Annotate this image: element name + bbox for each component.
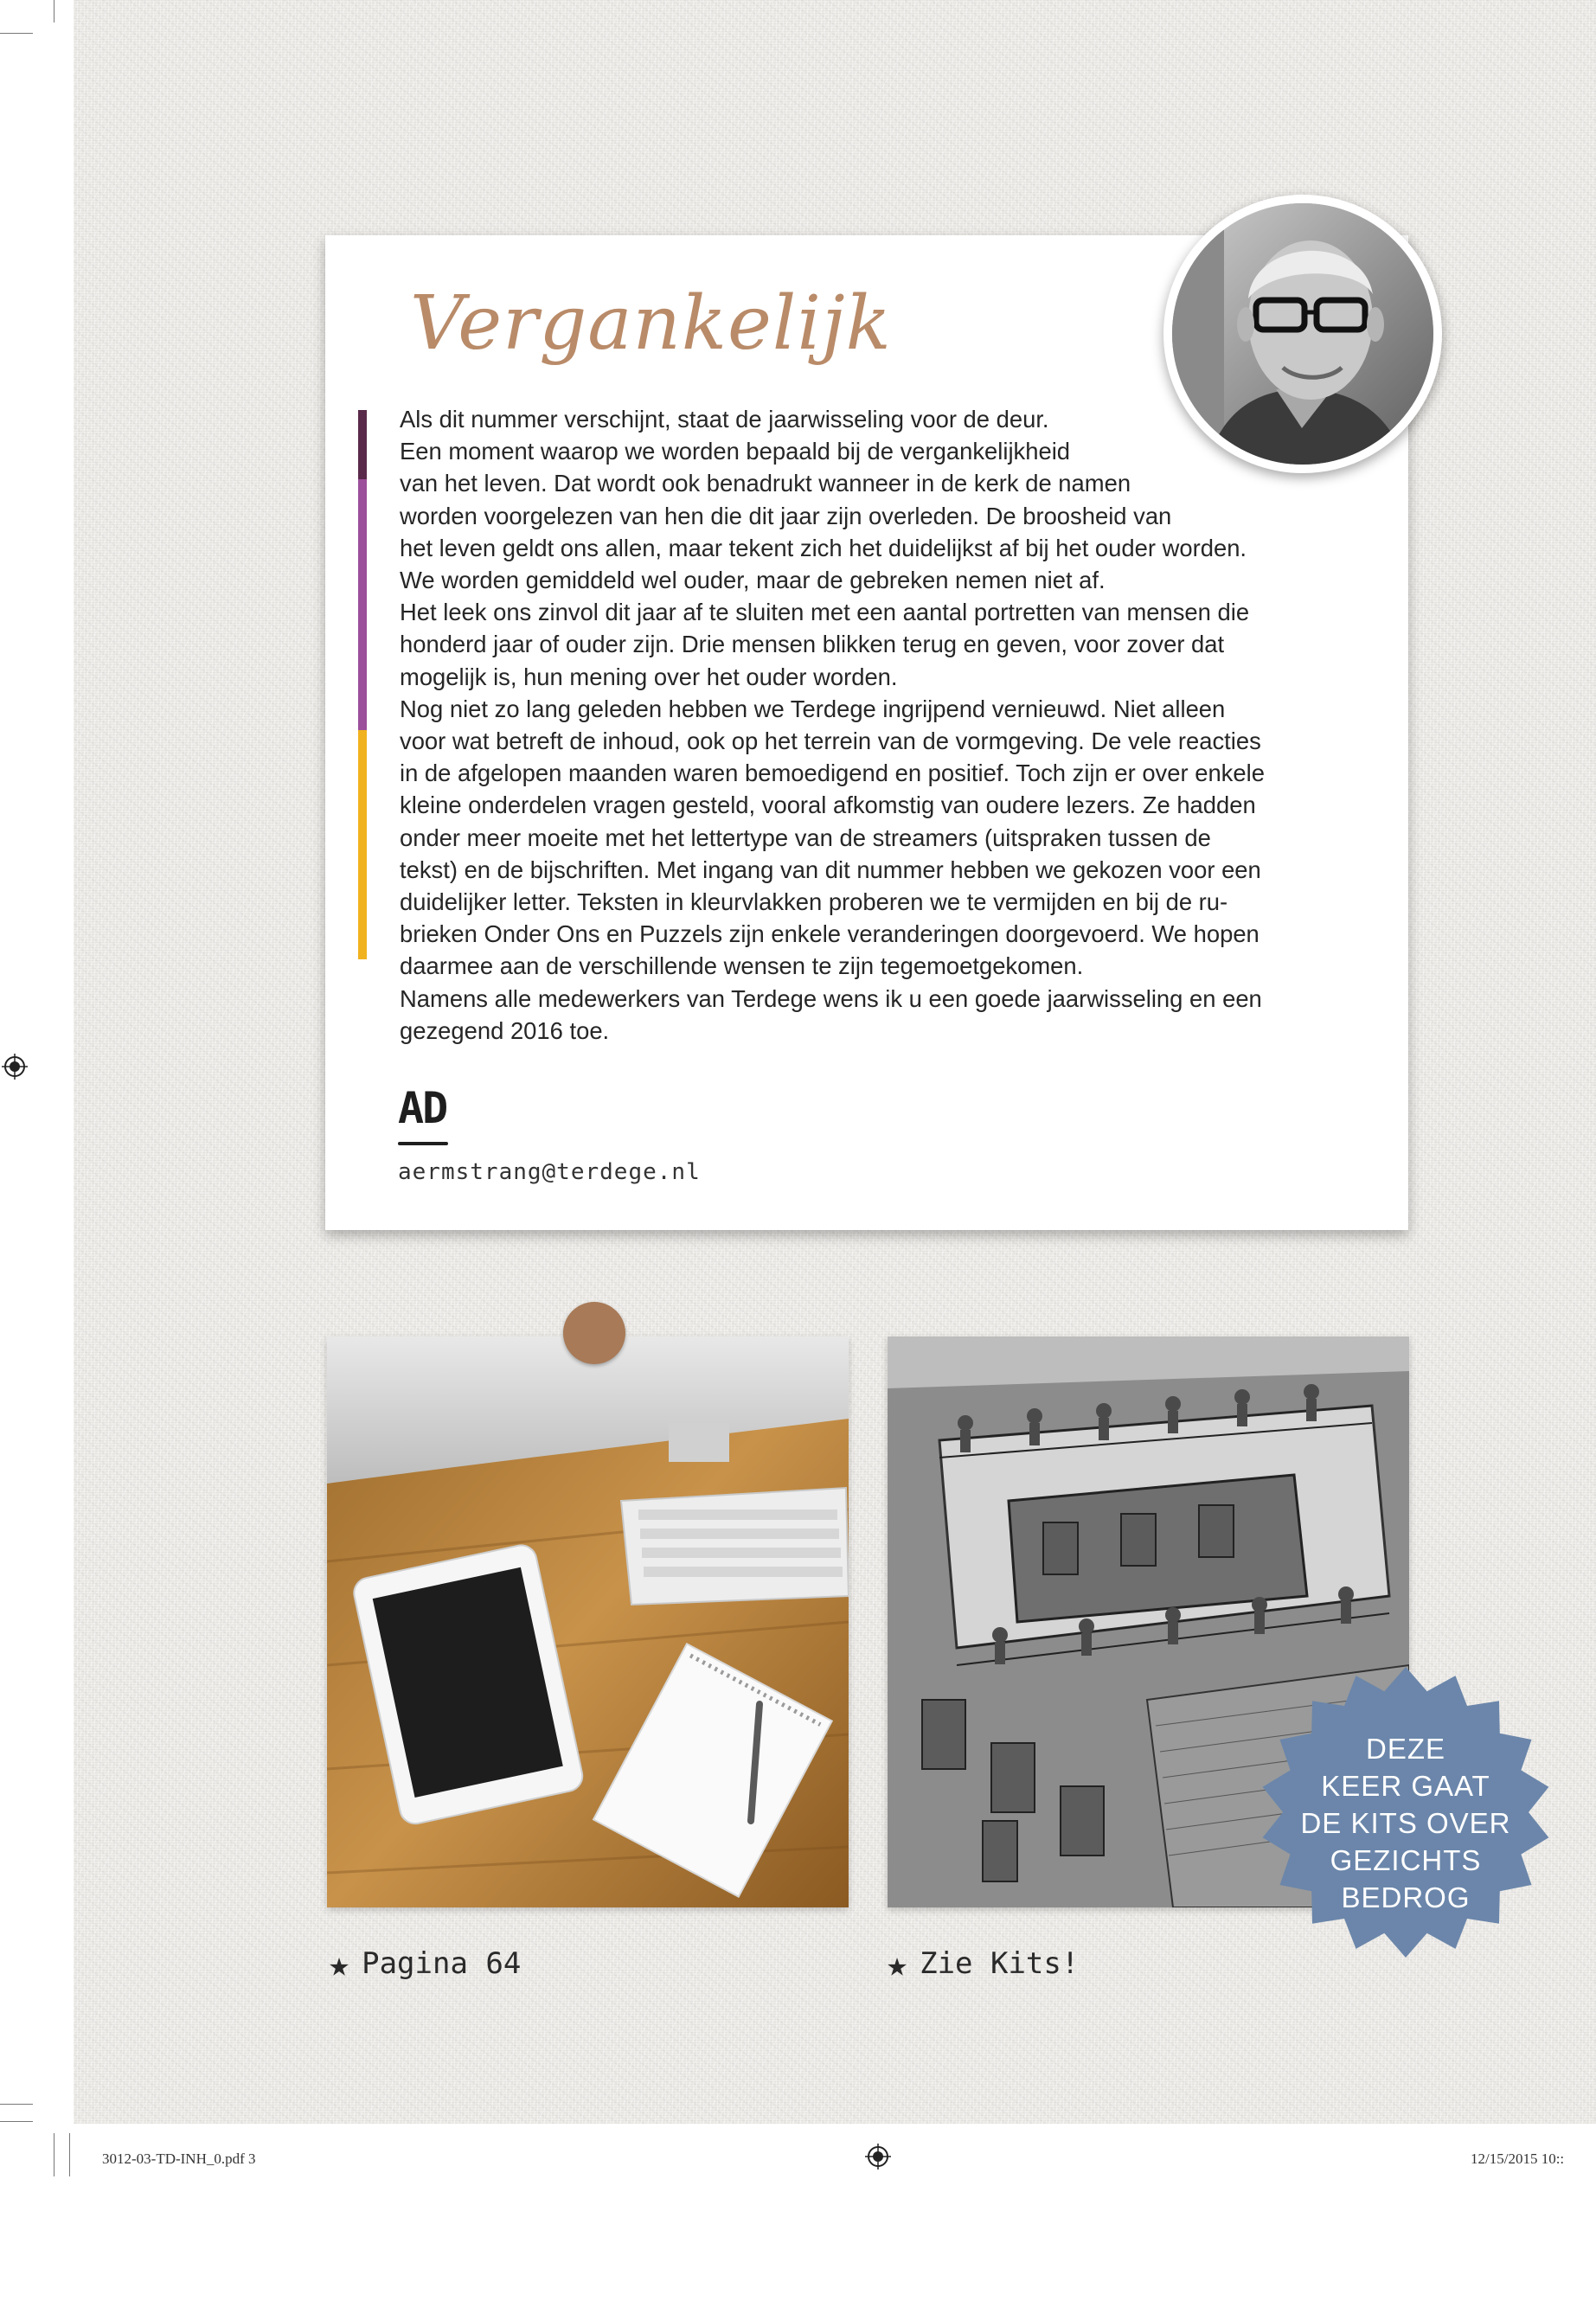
body-line: Het leek ons zinvol dit jaar af te sluiten met een aantal portretten van mensen die: [400, 599, 1250, 626]
crop-mark: [0, 2104, 33, 2105]
caption-desk: [329, 1942, 521, 1982]
accent-color-bar: [358, 410, 367, 959]
caption-escher-text: Zie Kits!: [920, 1946, 1080, 1981]
accent-bar-segment-middle: [358, 479, 367, 730]
badge-line: BEDROG: [1341, 1881, 1471, 1913]
accent-bar-segment-top: [358, 410, 367, 479]
body-line: Nog niet zo lang geleden hebben we Terdege ingrijpend vernieuwd. Niet alleen: [400, 695, 1226, 722]
body-line: het leven geldt ons allen, maar tekent zich het duidelijkst af bij het ouder worden.: [400, 534, 1247, 561]
body-line: honderd jaar of ouder zijn. Drie mensen blikken terug en geven, voor zover dat: [400, 631, 1225, 658]
body-line: onder meer moeite met het lettertype van de streamers (uitspraken tussen de: [400, 824, 1211, 851]
registration-mark-icon: [865, 2144, 891, 2170]
footer-file-name: 3012-03-TD-INH_0.pdf 3: [102, 2150, 256, 2167]
body-line: voor wat betreft de inhoud, ook op het terrein van de vormgeving. De vele reacties: [400, 727, 1261, 755]
author-portrait: [1163, 195, 1442, 473]
body-line: Een moment waarop we worden bepaald bij de vergankelijkheid: [400, 438, 1071, 465]
desk-photo: [327, 1336, 849, 1907]
registration-mark-icon: [2, 1054, 28, 1080]
body-line: worden voorgelezen van hen die dit jaar zijn overleden. De broosheid van: [400, 502, 1172, 529]
body-line: daarmee aan de verschillende wensen te zijn tegemoetgekomen.: [400, 952, 1084, 980]
footer-date: 12/15/2015 10::: [1471, 2150, 1565, 2167]
author-signature: AD: [398, 1083, 447, 1133]
body-line: mogelijk is, hun mening over het ouder worden.: [400, 663, 898, 690]
article-body: [400, 403, 1334, 1047]
badge-text: [1276, 1730, 1535, 1916]
signature-underline: [398, 1142, 448, 1145]
badge-line: DEZE: [1365, 1733, 1445, 1765]
body-line: Als dit nummer verschijnt, staat de jaarwisseling voor de deur.: [400, 406, 1049, 433]
badge-line: DE KITS OVER: [1300, 1807, 1511, 1839]
badge-line: GEZICHTS: [1330, 1844, 1482, 1876]
body-line: Namens alle medewerkers van Terdege wens ik u een goede jaarwisseling en een: [400, 984, 1262, 1012]
star-icon: ★: [329, 1945, 350, 1984]
crop-mark: [69, 2133, 70, 2176]
body-line: in de afgelopen maanden waren bemoedigend en positief. Toch zijn er over enkele: [400, 760, 1265, 787]
body-line: kleine onderdelen vragen gesteld, vooral afkomstig van oudere lezers. Ze hadden: [400, 792, 1256, 819]
accent-bar-segment-bottom: [358, 730, 367, 959]
caption-escher: [887, 1942, 1079, 1982]
crop-mark: [0, 2121, 33, 2122]
body-line: tekst) en de bijschriften. Met ingang van dit nummer hebben we gekozen voor een: [400, 856, 1261, 883]
body-line: van het leven. Dat wordt ook benadrukt wanneer in de kerk de namen: [400, 470, 1131, 497]
author-email: aermstrang@terdege.nl: [398, 1159, 701, 1185]
caption-desk-text: Pagina 64: [362, 1946, 522, 1981]
decorative-dot: [563, 1302, 625, 1364]
body-line: gezegend 2016 toe.: [400, 1016, 610, 1044]
body-line: We worden gemiddeld wel ouder, maar de gebreken nemen niet af.: [400, 567, 1106, 594]
crop-mark: [0, 33, 33, 34]
body-line: duidelijker letter. Teksten in kleurvlakken proberen we te vermijden en bij de ru-: [400, 888, 1228, 916]
star-icon: ★: [887, 1945, 908, 1984]
body-line: brieken Onder Ons en Puzzels zijn enkele veranderingen doorgevoerd. We hopen: [400, 920, 1259, 948]
article-title: Vergankelijk: [410, 280, 892, 367]
badge-line: KEER GAAT: [1321, 1770, 1490, 1802]
